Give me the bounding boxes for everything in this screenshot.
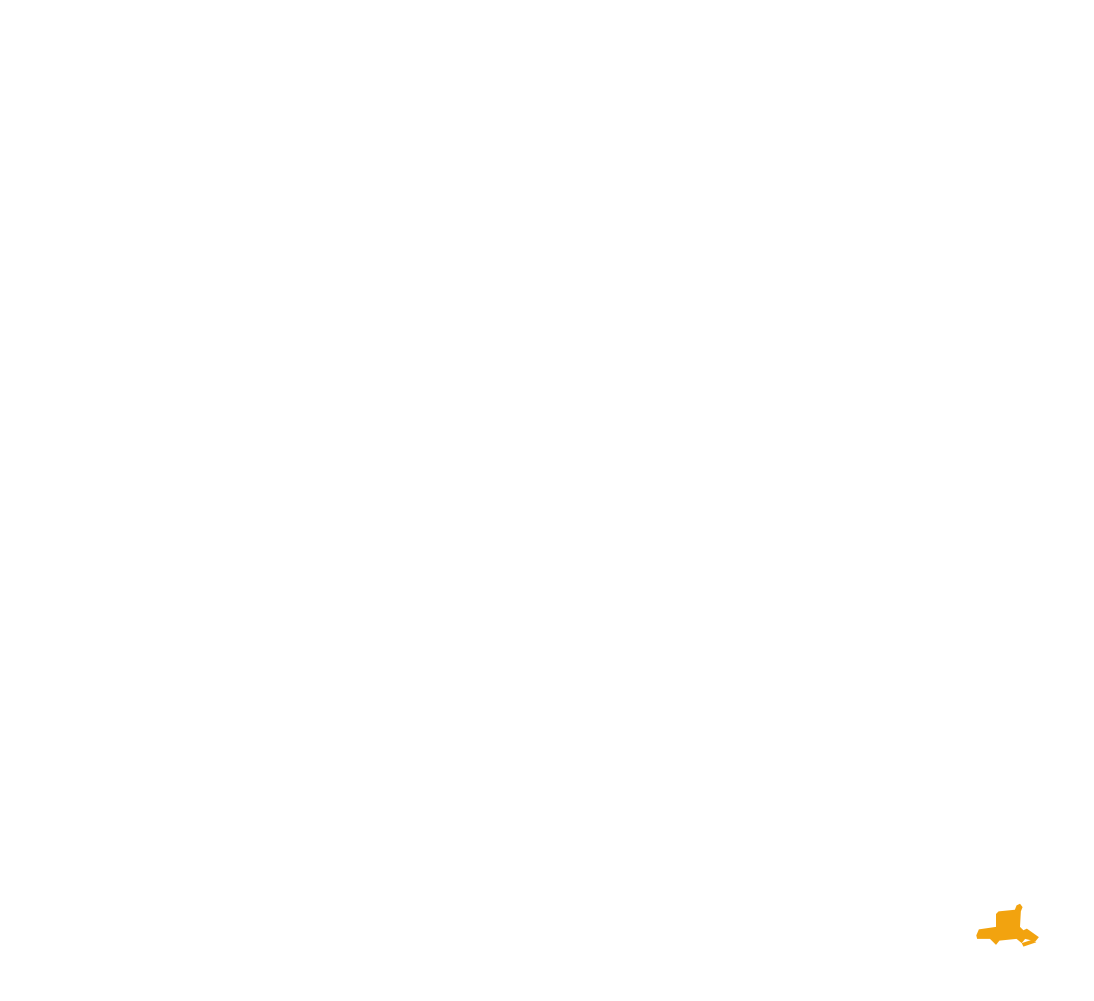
- nys-mesonet-logo: [972, 894, 1092, 958]
- ny-state-shape: [976, 904, 1039, 945]
